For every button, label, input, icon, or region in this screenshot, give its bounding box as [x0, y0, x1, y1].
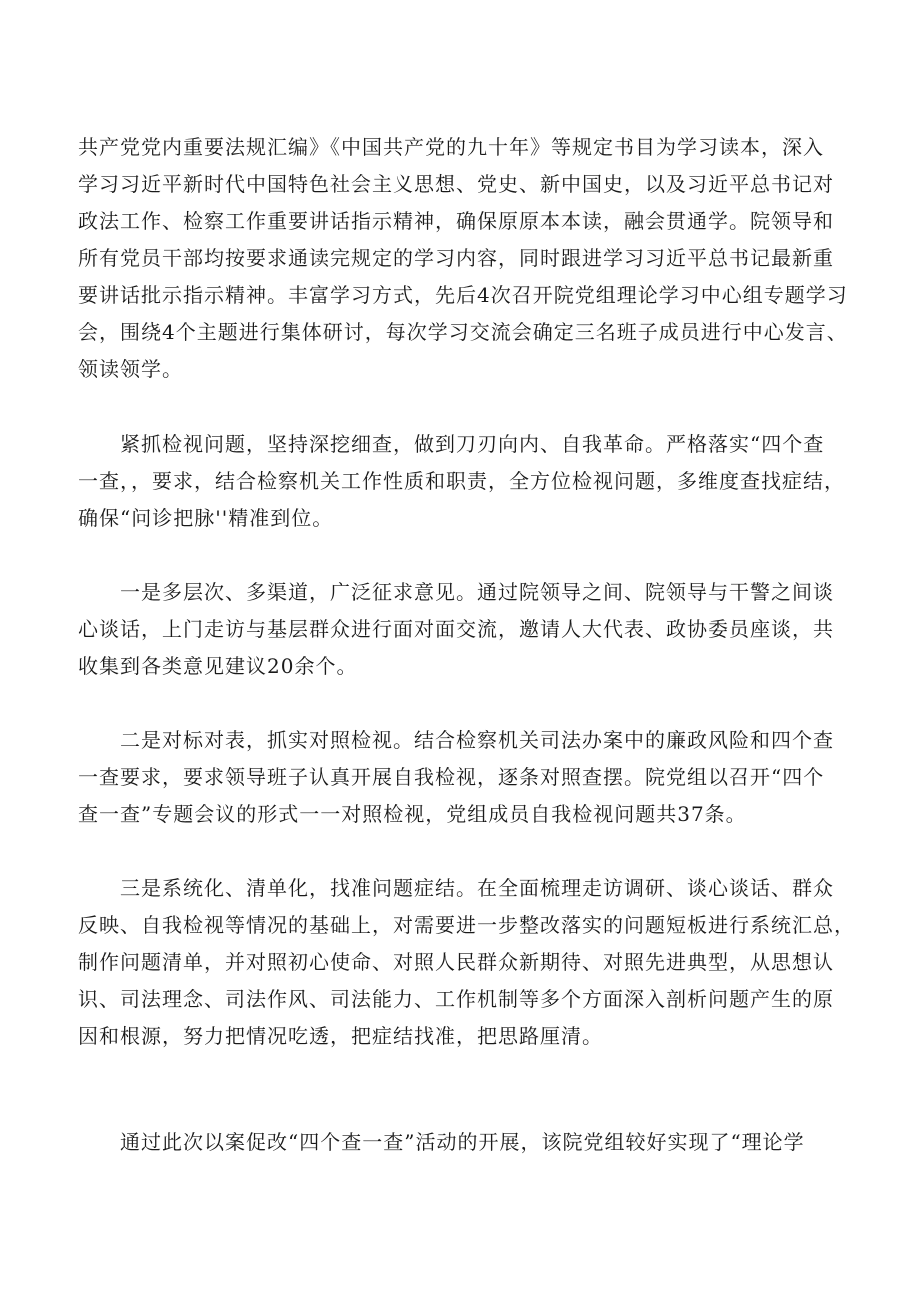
paragraph-conclusion	[78, 1124, 856, 1161]
text-line: 一查，，要求，结合检察机关工作性质和职责，全方位检视问题，多维度查找症结，	[78, 469, 845, 493]
text-line: 一是多层次、多渠道，广泛征求意见。通过院领导之间、院领导与干警之间谈	[120, 580, 834, 604]
text-line: 心谈话，上门走访与基层群众进行面对面交流，邀请人大代表、政协委员座谈，共	[78, 617, 834, 641]
paragraph-point-one	[78, 574, 856, 685]
text-line: 政法工作、检察工作重要讲话指示精神，确保原原本本读，融会贯通学。院领导和	[78, 209, 834, 233]
text-line: 共产党党内重要法规汇编》《中国共产党的九十年》等规定书目为学习读本，深入	[78, 135, 824, 159]
paragraph-point-two	[78, 722, 856, 833]
text-line: 会，围绕4个主题进行集体研讨，每次学习交流会确定三名班子成员进行中心发言、	[78, 320, 848, 344]
text-line: 反映、自我检视等情况的基础上，对需要进一步整改落实的问题短板进行系统汇总，	[78, 913, 855, 937]
text-line: 领读领学。	[78, 357, 183, 381]
text-line: 通过此次以案促改“四个查一查”活动的开展，该院党组较好实现了“理论学	[120, 1130, 805, 1154]
text-line: 确保“问诊把脉''精准到位。	[78, 506, 334, 530]
text-line: 紧抓检视问题，坚持深挖细查，做到刀刃向内、自我革命。严格落实“四个查	[120, 432, 825, 456]
text-line: 一查要求，要求领导班子认真开展自我检视，逐条对照查摆。院党组以召开“四个	[78, 765, 825, 789]
text-line: 所有党员干部均按要求通读完规定的学习内容，同时跟进学习习近平总书记最新重	[78, 246, 834, 270]
text-line: 要讲话批示指示精神。丰富学习方式，先后4次召开院党组理论学习中心组专题学习	[78, 283, 848, 307]
text-line: 识、司法理念、司法作风、司法能力、工作机制等多个方面深入剖析问题产生的原	[78, 987, 834, 1011]
text-line: 二是对标对表，抓实对照检视。结合检察机关司法办案中的廉政风险和四个查	[120, 728, 834, 752]
paragraph-study-reading	[78, 129, 856, 388]
text-line: 收集到各类意见建议20余个。	[78, 654, 358, 678]
text-line: 制作问题清单，并对照初心使命、对照人民群众新期待、对照先进典型，从思想认	[78, 950, 834, 974]
text-line: 因和根源，努力把情况吃透，把症结找准，把思路厘清。	[78, 1024, 603, 1048]
paragraph-point-three	[78, 870, 856, 1055]
text-line: 三是系统化、清单化，找准问题症结。在全面梳理走访调研、谈心谈话、群众	[120, 876, 834, 900]
text-line: 查一查”专题会议的形式一一对照检视，党组成员自我检视问题共37条。	[78, 802, 747, 826]
paragraph-inspect-problems	[78, 426, 856, 537]
text-line: 学习习近平新时代中国特色社会主义思想、党史、新中国史，以及习近平总书记对	[78, 172, 834, 196]
